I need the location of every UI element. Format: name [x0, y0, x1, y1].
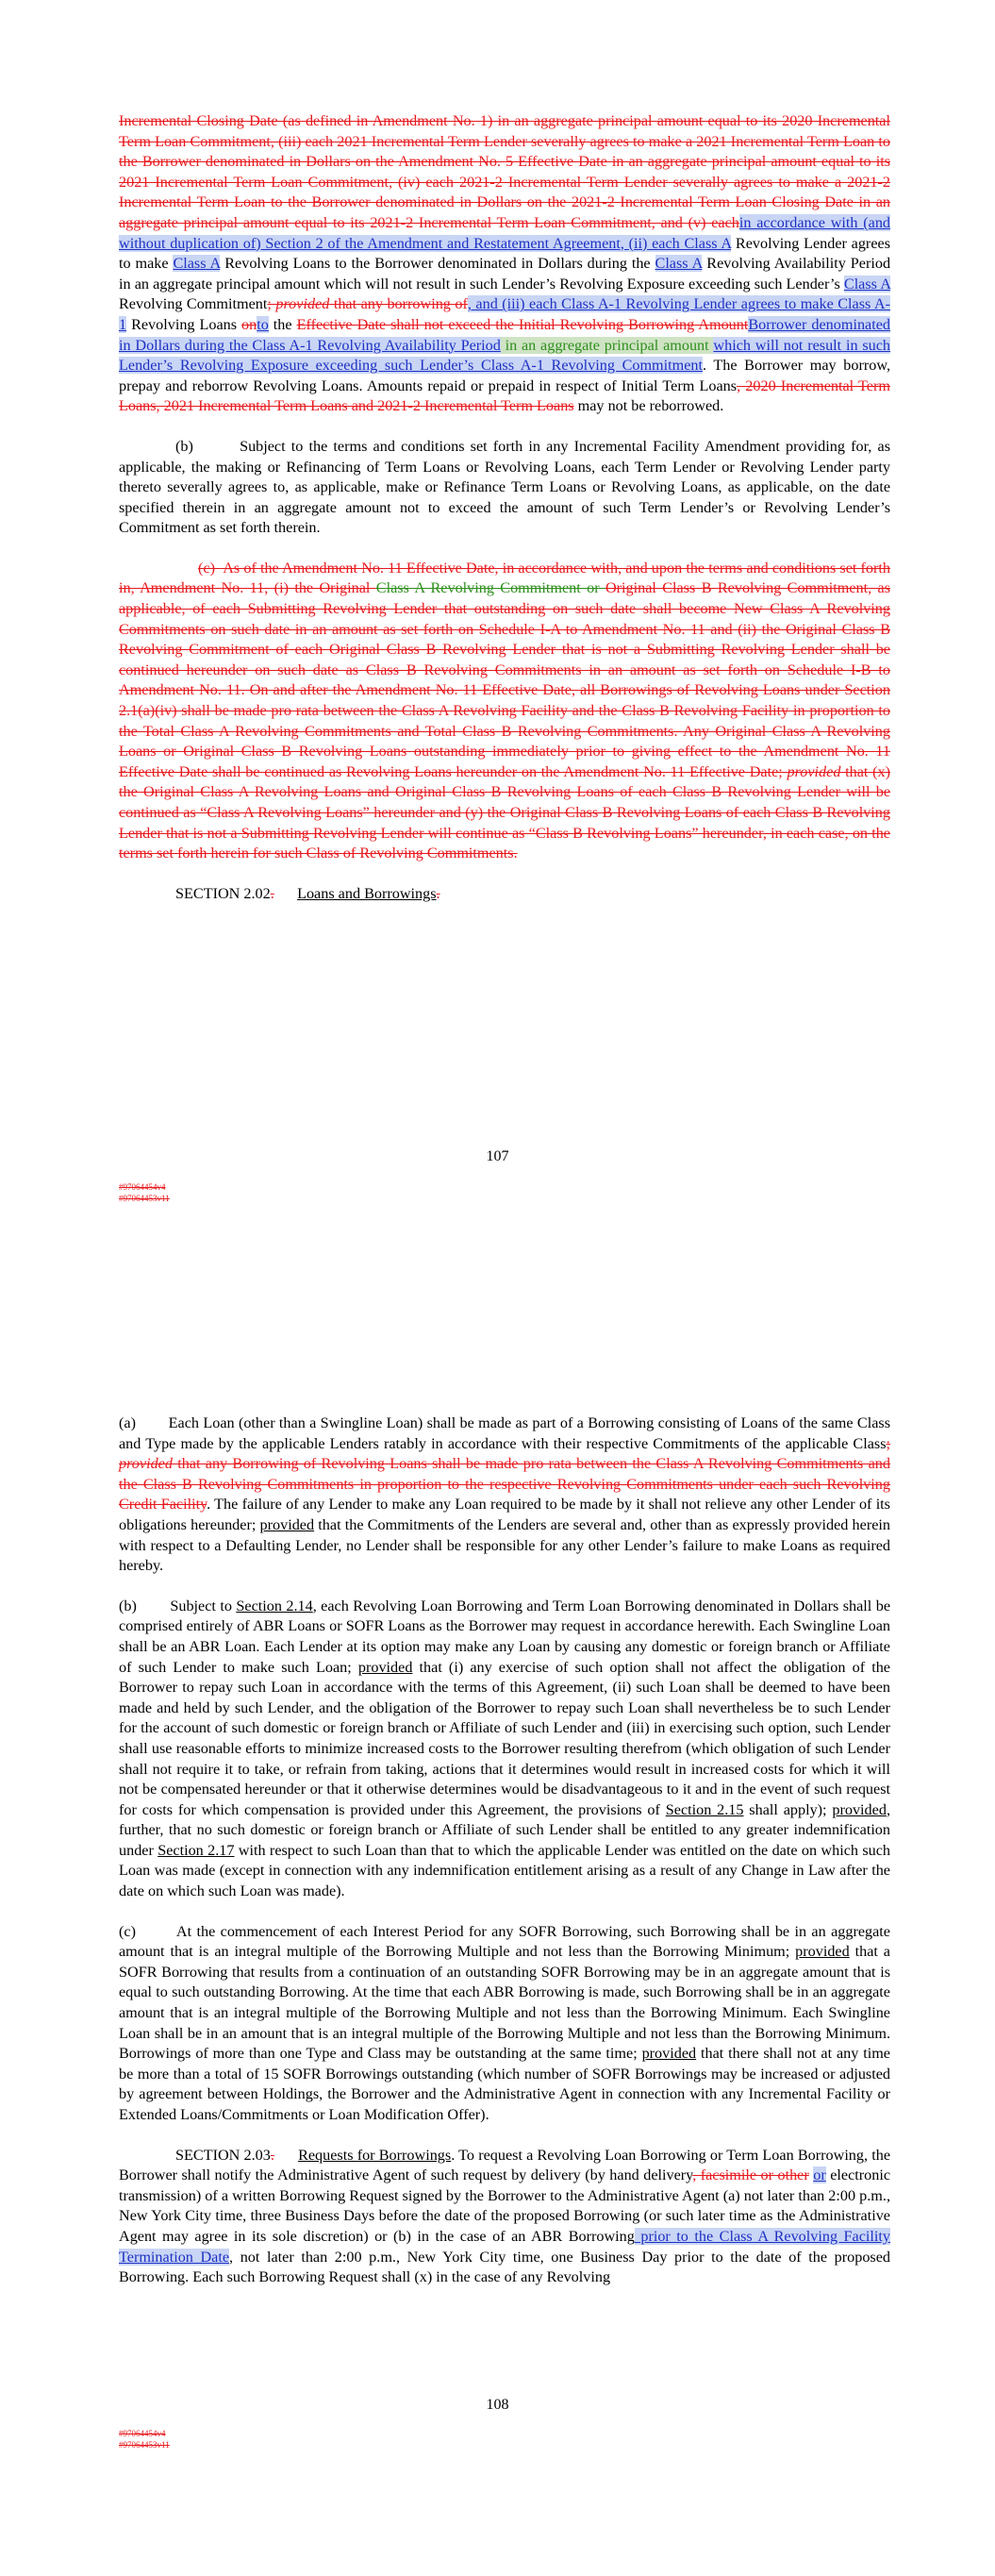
section-201-paragraph-a-continued [119, 111, 890, 417]
text-run: provided [795, 1943, 850, 1961]
text-run: shall apply); [743, 1800, 833, 1818]
text-run: Section 2.17 [158, 1841, 235, 1859]
text-run: Revolving Commitment [119, 295, 268, 313]
section-202-paragraph-b [119, 1597, 890, 1902]
section-2-02-title: Loans and Borrowings [297, 884, 437, 902]
section-2-02-deleted-trail: . [436, 884, 440, 902]
text-run: . The failure of any Lender to make any Loan required to be made by it shall not relieve any other Lender of its obligations hereunder; [119, 1496, 890, 1533]
text-run: , and (iii) each Class A-1 Revolving Lender agrees to make Class A-1 [119, 295, 890, 333]
text-run: provided [787, 762, 841, 780]
document-id-stamp [119, 2428, 170, 2451]
section-201-paragraph-b: (b) Subject to the terms and conditions set forth in any Incremental Facility Amendment providing for, as applicable, the making or Refinancing of Term Loans or Revolving Loans, each Term Lender or Revolving Lender party thereto severally agrees to, as applicable, make or Refinance Term Loans or Revolving Loans, as applicable, on the date specified therein in an aggregate amount not to exceed the amount of such Term Lender’s or Revolving Lender’s Commitment as set forth therein. [119, 437, 890, 537]
document-id-stamp [119, 1181, 170, 1204]
text-run: Class A [843, 275, 890, 293]
section-2-02-heading [119, 884, 890, 905]
text-run: electronic transmission) of a written Borrowing Request signed by the Borrower to the Administrative Agent (a) not later than 2:00 p.m., New York City time, three Business Days before the date of the proposed Borrowing (or such later time as the Administrative Agent may agree in its sole discretion) or (b) in the case of an ABR Borrowing [119, 2166, 891, 2245]
document-id-old: #97064454v4 [119, 1182, 166, 1192]
text-run: Revolving Loans to the Borrower denominated in Dollars during the [220, 255, 655, 273]
text-run: ; [886, 1434, 890, 1452]
document-id-new: #97064453v11 [119, 1194, 170, 1203]
text-run: Original Class B Revolving Commitment, as applicable, of each Submitting Revolving Lender that outstanding on such date shall become New Class A Revolving Commitments on such date in an amount as set forth on Schedule I-A to Amendment No. 11 and (ii) the Original Class B Revolving Commitment of each Original Class B Revolving Lender that is not a Submitting Revolving Lender shall be continued hereunder on such date as Class B Revolving Commitments in an amount as set forth on Schedule I-B to Amendment No. 11. On and after the Amendment No. 11 Effective Date, all Borrowings of Revolving Loans under Section 2.1(a)(iv) shall be made pro rata between the Class A Revolving Facility and the Class B Revolving Facility in proportion to the Total Class A Revolving Commitments and Total Class B Revolving Commitments. Any Original Class A Revolving Loans or Original Class B Revolving Loans outstanding immediately prior to giving effect to the Amendment No. 11 Effective Date shall be continued as Revolving Loans hereunder on the Amendment No. 11 Effective Date; [119, 579, 891, 780]
document-id-old: #97064454v4 [119, 2429, 166, 2438]
page-108-body [119, 1413, 890, 2308]
text-run: Section 2.14 [236, 1597, 313, 1614]
text-run: Revolving Availability Period in an aggregate principal amount which will not result in such Lender’s Revolving Exposure exceeding such Lender’s [119, 255, 891, 293]
text-run: in an aggregate principal amount [500, 336, 714, 354]
text-run: on [241, 315, 257, 333]
section-202-paragraph-c [119, 1922, 890, 2126]
text-run: that a SOFR Borrowing that results from a continuation of an outstanding SOFR Borrowing may be in an aggregate amount that is equal to such outstanding Borrowing. At the time that each ABR Borrowing is made, such Borrowing shall be in an aggregate amount that is an integral multiple of the Borrowing Multiple and not less than the Borrowing Minimum. Each Swingline Loan shall be in an amount that is an integral multiple of the Borrowing Multiple and not less than the Borrowing Minimum. Borrowings of more than one Type and Class may be outstanding at the same time; [119, 1943, 890, 2063]
page-number: 108 [486, 2397, 509, 2413]
text-run: Class A Revolving Commitment or [375, 579, 605, 597]
text-run: in accordance with (and without duplication of) Section 2 of the Amendment and Restatement Agreement, (ii) each Class A [119, 213, 891, 252]
page-number: 107 [486, 1148, 509, 1164]
text-run: or [813, 2166, 826, 2184]
section-202-paragraph-a [119, 1413, 890, 1577]
page-107-body [119, 111, 890, 924]
text-run: . To request a Revolving Loan Borrowing or Term Loan Borrowing, the Borrower shall notify the Administrative Agent of such request by delivery (by hand delivery [119, 2146, 891, 2184]
text-run: Class A [655, 255, 703, 273]
section-2-02-deleted-period: . [270, 884, 274, 902]
text-run: Requests for Borrowings [298, 2146, 452, 2164]
section-2-03-paragraph [119, 2146, 890, 2288]
document-id-new: #97064453v11 [119, 2440, 170, 2450]
text-run: provided [275, 295, 330, 313]
text-run: Class A [173, 255, 221, 273]
text-run: that (x) the Original Class A Revolving Loans and Original Class B Revolving Loans of each Class B Revolving Lender will be continued as “Class A Revolving Loans” hereunder and (y) the Original Class B Revolving Loans of each Class B Revolving Lender that is not a Submitting Revolving Lender will continue as “Class B Revolving Loans” hereunder, in each case, on the terms set forth herein for such Class of Revolving Commitments. [119, 762, 890, 862]
text-run: , not later than 2:00 p.m., New York City time, one Business Day prior to the date of the proposed Borrowing. Each such Borrowing Request shall (x) in the case of any Revolving [119, 2248, 890, 2286]
text-run: provided [119, 1455, 173, 1473]
text-run: provided [641, 2045, 697, 2063]
text-run: (b) Subject to [119, 1597, 237, 1614]
text-run: that the Commitments of the Lenders are several and, other than as expressly provided herein with respect to a Defaulting Lender, no Lender shall be responsible for any other Lender’s failure to make Loans as required hereby. [119, 1515, 890, 1575]
section-2-02-number: SECTION 2.02 [175, 884, 271, 902]
section-201-paragraph-c-deleted [119, 559, 890, 864]
text-run: Effective Date shall not exceed the Initial Revolving Borrowing Amount [296, 315, 749, 333]
text-run: provided [357, 1658, 413, 1676]
text-run: , facsimile or other [692, 2166, 809, 2184]
text-run: ; [267, 295, 276, 313]
text-run: (c) As of the Amendment No. 11 Effective Date, in accordance with, and upon the terms and conditions set forth in, Amendment No. 11, (i) the Original [119, 559, 890, 597]
text-run: (c) At the commencement of each Interest Period for any SOFR Borrowing, such Borrowing shall be in an aggregate amount that is an integral multiple of the Borrowing Multiple and not less than the Borrowing Minimum; [119, 1922, 890, 1961]
text-run [274, 2147, 298, 2164]
text-run: which will not result in such Lender’s Revolving Exposure exceeding such Lender’s Class A-1 Revolving Commitment [119, 336, 890, 375]
text-run: Borrower denominated in Dollars during the Class A-1 Revolving Availability Period [119, 315, 890, 354]
text-run: the [268, 315, 297, 333]
text-run: provided [259, 1515, 315, 1533]
text-run: may not be reborrowed. [573, 397, 724, 415]
text-run: (a) Each Loan (other than a Swingline Loan) shall be made as part of a Borrowing consisting of Loans of the same Class and Type made by the applicable Lenders ratably in accordance with their respective Commitments of the applicable Class [119, 1414, 890, 1452]
text-run: , further, that no such domestic or foreign branch or Affiliate of such Lender shall be entitled to any greater indemnification under [119, 1800, 890, 1859]
text-run: prior to the Class A Revolving Facility Termination Date [119, 2227, 890, 2266]
text-run: Incremental Closing Date (as defined in Amendment No. 1) in an aggregate principal amount equal to its 2020 Incremental Term Loan Commitment, (iii) each 2021 Incremental Term Lender severally agrees to make a 2021 Incremental Term Loan to the Borrower denominated in Dollars on the Amendment No. 5 Effective Date in an aggregate principal amount equal to its 2021 Incremental Term Loan Commitment, (iv) each 2021-2 Incremental Term Lender severally agrees to make a 2021-2 Incremental Term Loan to the Borrower denominated in Dollars on the 2021-2 Incremental Term Loan Closing Date in an aggregate principal amount equal to its 2021-2 Incremental Term Loan Commitment, and (v) each [119, 112, 890, 231]
text-run: that any borrowing of [329, 295, 468, 313]
text-run: . The Borrower may borrow, prepay and reborrow Revolving Loans. Amounts repaid or prepaid in respect of Initial Term Loans [119, 357, 890, 394]
page-108 [0, 1312, 995, 2576]
text-run: to [257, 315, 269, 333]
text-run: , 2020 Incremental Term Loans, 2021 Incremental Term Loans and 2021-2 Incremental Term Loans [119, 376, 890, 415]
text-run: that (i) any exercise of such option shall not affect the obligation of the Borrower to repay such Loan in accordance with the terms of this Agreement, (ii) such Loan shall be deemed to have been made and held by such Lender, and the obligation of the Borrower to repay such Loan shall nevertheless be to such Lender for the account of such domestic or foreign branch or Affiliate of such Lender and (iii) in exercising such option, such Lender shall use reasonable efforts to minimize increased costs to the Borrower resulting therefrom (which obligation of such Lender shall not require it to take, or refrain from taking, actions that it determines would result in increased costs for which it will not be compensated hereunder or that it otherwise determines would be disadvantageous to it and in the event of such request for costs for which compensation is provided under this Agreement, the provisions of [119, 1658, 890, 1818]
text-run: Revolving Loans [126, 315, 242, 333]
text-run: Revolving Lender agrees to make [119, 234, 890, 273]
text-run: SECTION 2.03 [175, 2146, 271, 2164]
text-run: that any Borrowing of Revolving Loans shall be made pro rata between the Class A Revolving Commitments and the Class B Revolving Commitments in proportion to the respective Revolving Commitments under each such Revolving Credit Facility [119, 1455, 890, 1514]
text-run: that there shall not at any time be more than a total of 15 SOFR Borrowings outstanding (which number of SOFR Borrowings may be increased or adjusted by agreement between Holdings, the Borrower and the Administrative Agent in connection with any Incremental Facility or Extended Loans/Commitments or Loan Modification Offer). [119, 2045, 890, 2123]
text-run: Section 2.15 [665, 1800, 744, 1818]
text-run: , each Revolving Loan Borrowing and Term Loan Borrowing denominated in Dollars shall be comprised entirely of ABR Loans or SOFR Loans as the Borrower may request in accordance herewith. Each Swingline Loan shall be an ABR Loan. Each Lender at its option may make any Loan by causing any domestic or foreign branch or Affiliate of such Lender to make such Loan; [119, 1597, 890, 1676]
text-run: . [270, 2146, 274, 2164]
text-run: provided [832, 1800, 887, 1818]
text-run: with respect to such Loan than that to which the applicable Lender was entitled on the date on which such Loan was made (except in connection with any indemnification entitlement arising as a result of any Change in Law after the date on which such Loan was made). [119, 1841, 891, 1900]
